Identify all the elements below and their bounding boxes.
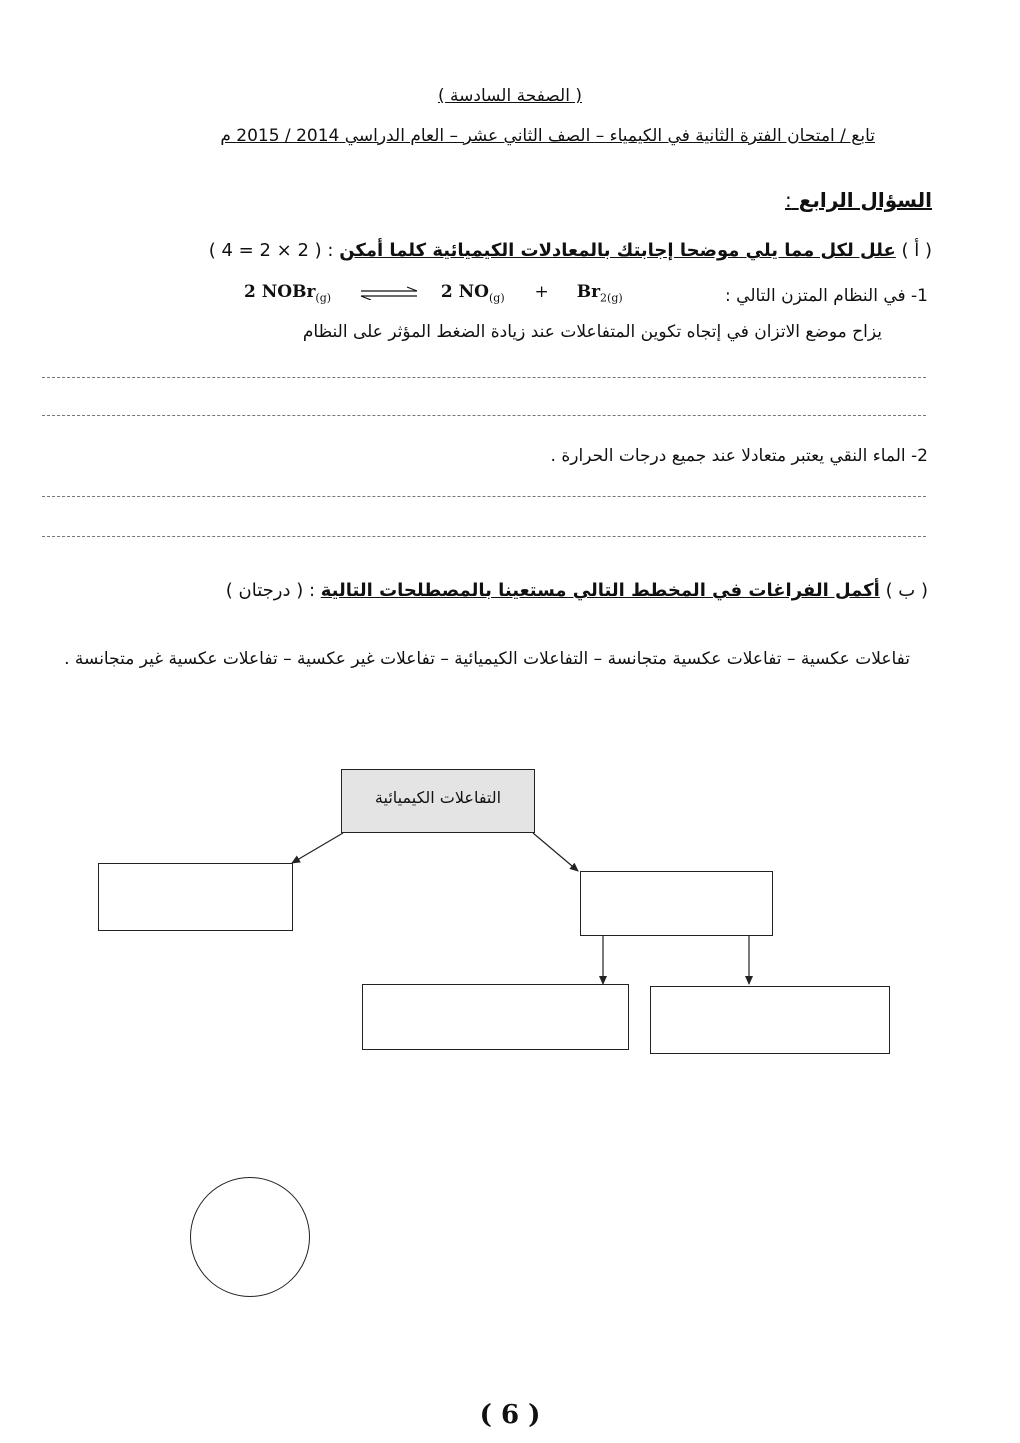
part-b-label: ( ب ) xyxy=(885,580,928,601)
arrow-root-to-left xyxy=(292,833,343,863)
exam-header: تابع / امتحان الفترة الثانية في الكيمياء – الصف الثاني عشر – العام الدراسي 2014 / 2015 م xyxy=(220,126,875,146)
equation-plus: + xyxy=(534,282,549,302)
diagram-root-box: التفاعلات الكيميائية xyxy=(341,769,535,833)
item-2-statement: 2- الماء النقي يعتبر متعادلا عند جميع درجات الحرارة . xyxy=(550,446,928,466)
part-b-instruction: أكمل الفراغات في المخطط التالي مستعينا بالمصطلحات التالية xyxy=(320,580,880,601)
equation-product-1: 2 NO xyxy=(440,282,489,302)
part-a-label: ( أ ) xyxy=(901,240,932,261)
equation-reactant-state: (g) xyxy=(315,291,332,305)
diagram-blank-bottom-right[interactable] xyxy=(650,986,890,1054)
equation-reactant: 2 NOBr xyxy=(244,282,316,302)
equation-product-1-state: (g) xyxy=(489,291,505,305)
page-title: ( الصفحة السادسة ) xyxy=(438,86,582,106)
item-1-label: 1- في النظام المتزن التالي : xyxy=(725,286,928,306)
diagram-blank-left[interactable] xyxy=(98,863,293,931)
question-title-colon: : xyxy=(785,188,792,212)
item-1-statement: يزاح موضع الاتزان في إتجاه تكوين المتفاعلات عند زيادة الضغط المؤثر على النظام xyxy=(302,322,882,342)
arrow-root-to-right xyxy=(533,833,578,871)
part-a-instruction: علل لكل مما يلي موضحا إجابتك بالمعادلات الكيميائية كلما أمكن xyxy=(339,240,896,261)
diagram-blank-bottom-left[interactable] xyxy=(362,984,629,1050)
part-b-marks: : ( درجتان ) xyxy=(225,580,316,601)
grade-circle[interactable] xyxy=(190,1177,310,1297)
equation-product-2-state: 2(g) xyxy=(600,291,623,305)
diagram-blank-right[interactable] xyxy=(580,871,773,936)
equation-product-2: Br xyxy=(576,282,601,302)
term-bank: تفاعلات عكسية – تفاعلات عكسية متجانسة – التفاعلات الكيميائية – تفاعلات غير عكسية – تفاعلات عكسية غير متجانسة . xyxy=(64,649,910,669)
part-a-marks: : ( 2 × 2 = 4 ) xyxy=(208,240,334,261)
question-title-text: السؤال الرابع xyxy=(798,188,932,212)
page-number: ( 6 ) xyxy=(479,1400,541,1430)
